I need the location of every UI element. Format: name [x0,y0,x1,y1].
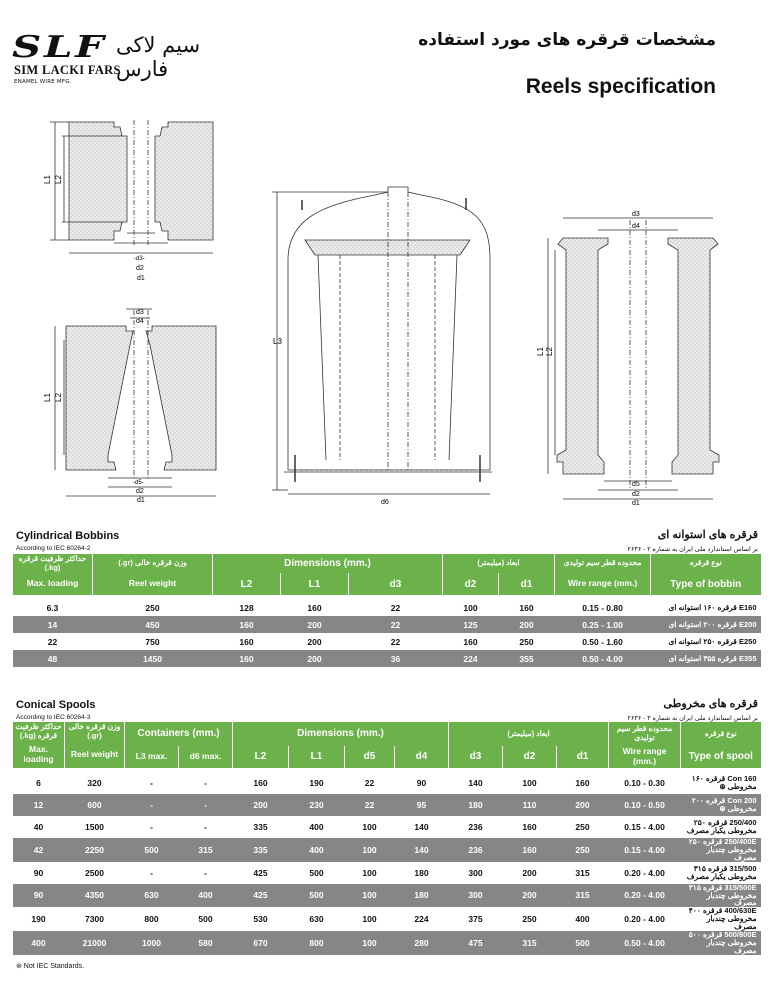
page-title: Reels specification [525,75,716,98]
cell-type: 315/500 قرقره ۳۱۵ مخروطی یکبار مصرف [681,862,761,884]
cell-d3: 300 [449,862,503,884]
col-dimensions-fa: ابعاد (میلیمتر) [443,554,555,573]
col-d4: d4 [395,746,449,768]
cell-L2: 530 [233,907,289,931]
cell-type: 160 Con قرقره ۱۶۰ مخروطی ⊛ [681,772,761,794]
cell-L2: 160 [213,616,281,633]
cell-max-loading: 22 [13,633,93,650]
cell-d4: 140 [395,816,449,838]
page-title-persian: مشخصات قرقره های مورد استفاده [418,30,716,50]
cell-L1: 500 [289,884,345,908]
col-L1: L1 [281,573,349,595]
cell-max-loading: 42 [13,838,65,862]
cell-reel-weight: 250 [93,599,213,616]
col-L2: L2 [233,746,289,768]
label-d2: d2 [136,265,144,272]
label-d4-b: d4 [136,318,144,325]
cylindrical-bobbins-table [12,554,761,667]
col-type-fa: نوع قرقره [681,722,761,746]
cell-d1: 200 [499,616,555,633]
cell-type: E160 قرقره ۱۶۰ استوانه ای [651,599,761,616]
cell-type: 500/800E قرقره ۵۰۰ مخروطی چندبار مصرف [681,931,761,955]
col-type: Type of bobbin [651,573,761,595]
label-d5-b: -d5- [133,480,144,486]
cell-L2: 128 [213,599,281,616]
conical-section-title: Conical Spools [16,699,96,711]
col-reel-weight-fa: وزن قرقره خالی (gr.) [65,722,125,742]
cell-d2: 160 [503,816,557,838]
cell-L1: 500 [289,862,345,884]
label-d3-c: d3 [632,211,640,218]
cell-type: 400/630E قرقره ۴۰۰ مخروطی چندبار مصرف [681,907,761,931]
cell-d2: 110 [503,794,557,816]
cell-d5: 100 [345,931,395,955]
cell-d5: 22 [345,794,395,816]
cell-wire-range: 0.50 - 1.60 [555,633,651,650]
col-dimensions: Dimensions (mm.) [213,554,443,573]
cell-reel-weight: 2250 [65,838,125,862]
cell-d1: 250 [557,816,609,838]
cell-d3: 236 [449,838,503,862]
cell-d4: 224 [395,907,449,931]
col-max-loading-fa: حداکثر ظرفیت قرقره (kg.) [13,554,93,573]
cell-d3: 22 [349,633,443,650]
logo-persian-name: سیم لاکی فارس [116,33,201,81]
cell-d3: 236 [449,816,503,838]
cell-d4: 140 [395,838,449,862]
cell-d5: 100 [345,816,395,838]
cell-type: E250 قرقره ۲۵۰ استوانه ای [651,633,761,650]
logo-company-name: SIM LACKI FARS [14,63,121,77]
cell-d3: 180 [449,794,503,816]
label-L3: L3 [273,337,282,346]
cell-wire-range: 0.20 - 4.00 [609,862,681,884]
cell-d2: 224 [443,650,499,667]
cell-d1: 400 [557,907,609,931]
cell-reel-weight: 450 [93,616,213,633]
cylindrical-section-title-persian: قرقره های استوانه ای [657,529,758,541]
cell-d1: 315 [557,862,609,884]
table-row [13,838,761,862]
col-d5: d5 [345,746,395,768]
cell-type: 315/500E قرقره ۳۱۵ مخروطی چندبار مصرف [681,884,761,908]
col-L2: L2 [213,573,281,595]
cell-L2: 335 [233,838,289,862]
cell-d5: 22 [345,772,395,794]
col-reel-weight-fa: وزن قرقره خالی (gr.) [93,554,213,573]
cell-d6: - [179,862,233,884]
cell-L2: 425 [233,884,289,908]
conical-section-title-persian: قرقره های مخروطی [663,698,758,710]
label-d1-c: d1 [632,500,640,507]
cell-d2: 315 [503,931,557,955]
cell-d3: 475 [449,931,503,955]
cell-d5: 100 [345,838,395,862]
label-L2: L2 [54,175,63,184]
cell-d3: 300 [449,884,503,908]
cell-L3: 630 [125,884,179,908]
cell-d3: 22 [349,616,443,633]
cell-reel-weight: 21000 [65,931,125,955]
cell-L2: 160 [213,650,281,667]
cell-d4: 95 [395,794,449,816]
cell-type: 250/400 قرقره ۲۵۰ مخروطی یکبار مصرف [681,816,761,838]
label-L1: L1 [43,175,52,184]
cell-d4: 180 [395,884,449,908]
cell-d1: 315 [557,884,609,908]
label-d4-c: d4 [632,223,640,230]
table-row [13,907,761,931]
col-max-loading-fa: حداکثر ظرفیت قرقره (kg.) [13,722,65,742]
cell-d6: - [179,794,233,816]
reel-drawings [0,110,772,510]
cell-type: 250/400E قرقره ۲۵۰ مخروطی چندبار مصرف [681,838,761,862]
cell-L1: 200 [281,633,349,650]
cell-d2: 100 [503,772,557,794]
cell-d6: 500 [179,907,233,931]
cell-d6: - [179,816,233,838]
cell-d6: 400 [179,884,233,908]
cell-d1: 160 [557,772,609,794]
label-d1: d1 [137,275,145,282]
logo-letters: SLF [12,30,107,65]
col-dimensions: Dimensions (mm.) [233,722,449,746]
cell-d4: 180 [395,862,449,884]
cell-wire-range: 0.25 - 1.00 [555,616,651,633]
cell-L3: - [125,816,179,838]
col-d2: d2 [443,573,499,595]
logo-subtitle: ENAMEL WIRE MFG. [14,79,72,85]
cell-d4: 280 [395,931,449,955]
label-d3-b: d3 [136,309,144,316]
cell-max-loading: 14 [13,616,93,633]
cell-L3: 800 [125,907,179,931]
conical-spool-drawing [55,309,216,496]
cell-L2: 425 [233,862,289,884]
label-L1-b: L1 [43,393,52,402]
cell-wire-range: 0.20 - 4.00 [609,884,681,908]
cell-wire-range: 0.15 - 0.80 [555,599,651,616]
cell-max-loading: 190 [13,907,65,931]
container-drawing [272,187,492,494]
cell-L1: 630 [289,907,345,931]
conical-section-standard: According to IEC 60264-3 [16,714,91,721]
cell-L3: - [125,862,179,884]
cell-d3: 22 [349,599,443,616]
table-row [13,616,761,633]
cell-wire-range: 0.20 - 4.00 [609,907,681,931]
col-type-fa: نوع قرقره [651,554,761,573]
label-d5-c: d5 [632,481,640,488]
col-wire-range: Wire range (mm.) [609,746,681,768]
cell-L3: 500 [125,838,179,862]
col-wire-range: Wire range (mm.) [555,573,651,595]
cell-type: 200 Con قرقره ۲۰۰ مخروطی ⊛ [681,794,761,816]
cell-reel-weight: 600 [65,794,125,816]
cell-L2: 670 [233,931,289,955]
cell-L3: 1000 [125,931,179,955]
cell-L1: 400 [289,816,345,838]
table-row [13,772,761,794]
cell-d2: 160 [443,633,499,650]
cell-d6: 580 [179,931,233,955]
cell-max-loading: 40 [13,816,65,838]
col-containers: Containers (mm.) [125,722,233,746]
table-row [13,931,761,955]
cell-max-loading: 90 [13,862,65,884]
table-row [13,816,761,838]
cell-d2: 160 [503,838,557,862]
cell-L1: 200 [281,650,349,667]
label-L2-b: L2 [54,393,63,402]
label-d2-b: d2 [136,488,144,495]
label-d6: d6 [381,499,389,506]
cell-reel-weight: 2500 [65,862,125,884]
cell-d5: 100 [345,907,395,931]
cell-d1: 250 [499,633,555,650]
cell-d6: 315 [179,838,233,862]
cell-d1: 355 [499,650,555,667]
table-row [13,794,761,816]
cylindrical-section-standard-persian: بر اساس استاندارد ملی ایران به شماره ۲ - ۲۶۳۶ [627,546,758,553]
cell-d2: 250 [503,907,557,931]
cell-reel-weight: 750 [93,633,213,650]
cell-L1: 200 [281,616,349,633]
cell-wire-range: 0.50 - 4.00 [609,931,681,955]
cell-type: E200 قرقره ۲۰۰ استوانه ای [651,616,761,633]
cell-d3: 140 [449,772,503,794]
cylindrical-section-standard: According to IEC 60264-2 [16,545,91,552]
label-d2-c: d2 [632,491,640,498]
cell-max-loading: 400 [13,931,65,955]
cell-L2: 160 [233,772,289,794]
cell-d6: - [179,772,233,794]
label-L2-c: L2 [545,347,554,356]
cell-L1: 400 [289,838,345,862]
cell-reel-weight: 4350 [65,884,125,908]
cell-d1: 250 [557,838,609,862]
cell-L1: 190 [289,772,345,794]
label-d3: -d3- [134,256,145,262]
cell-wire-range: 0.15 - 4.00 [609,816,681,838]
table-row [13,633,761,650]
col-dimensions-fa: ابعاد (میلیمتر) [449,722,609,746]
conical-spools-table [12,722,761,955]
table-row [13,862,761,884]
label-L1-c: L1 [536,347,545,356]
table-row [13,884,761,908]
col-type: Type of spool [681,746,761,768]
cell-d5: 100 [345,884,395,908]
cell-max-loading: 6.3 [13,599,93,616]
cell-wire-range: 0.15 - 4.00 [609,838,681,862]
col-max-loading: Max. loading [13,573,93,595]
cell-max-loading: 90 [13,884,65,908]
label-d1-b: d1 [137,497,145,504]
cell-L3: - [125,772,179,794]
large-conical-spool-drawing [548,218,719,499]
cell-L2: 160 [213,633,281,650]
cell-d2: 200 [503,862,557,884]
cell-L2: 200 [233,794,289,816]
cell-d3: 36 [349,650,443,667]
col-d2: d2 [503,746,557,768]
cylindrical-section-title: Cylindrical Bobbins [16,530,120,542]
col-max-loading: Max. loading [13,742,65,768]
company-logo [12,30,222,90]
cell-d2: 125 [443,616,499,633]
col-d1: d1 [557,746,609,768]
col-d3: d3 [349,573,443,595]
cell-d1: 500 [557,931,609,955]
cell-reel-weight: 7300 [65,907,125,931]
col-L1: L1 [289,746,345,768]
col-wire-range-fa: محدوده قطر سیم تولیدی [555,554,651,573]
cell-L1: 800 [289,931,345,955]
table-row [13,599,761,616]
col-L3: L3 max. [125,746,179,768]
cell-d5: 100 [345,862,395,884]
cell-wire-range: 0.50 - 4.00 [555,650,651,667]
cell-max-loading: 48 [13,650,93,667]
cell-reel-weight: 320 [65,772,125,794]
cell-L2: 335 [233,816,289,838]
cell-L3: - [125,794,179,816]
cell-reel-weight: 1500 [65,816,125,838]
col-reel-weight: Reel weight [93,573,213,595]
footnote-not-iec: ⊛ Not IEC Standards. [16,963,85,970]
col-wire-range-fa: محدوده قطر سیم تولیدی [609,722,681,746]
cell-L1: 160 [281,599,349,616]
col-d3: d3 [449,746,503,768]
cell-reel-weight: 1450 [93,650,213,667]
table-row [13,650,761,667]
cell-max-loading: 6 [13,772,65,794]
cell-d2: 200 [503,884,557,908]
col-reel-weight: Reel weight [65,742,125,768]
conical-section-standard-persian: بر اساس استاندارد ملی ایران به شماره ۳ - ۲۶۳۶ [627,715,758,722]
cell-d2: 100 [443,599,499,616]
cell-d1: 160 [499,599,555,616]
cell-d1: 200 [557,794,609,816]
cell-d3: 375 [449,907,503,931]
cell-wire-range: 0.10 - 0.50 [609,794,681,816]
cell-max-loading: 12 [13,794,65,816]
cell-type: E355 قرقره ۳۵۵ استوانه ای [651,650,761,667]
col-d6: d6 max. [179,746,233,768]
cell-L1: 230 [289,794,345,816]
cell-wire-range: 0.10 - 0.30 [609,772,681,794]
cylindrical-bobbin-drawing [50,120,213,253]
col-d1: d1 [499,573,555,595]
cell-d4: 90 [395,772,449,794]
